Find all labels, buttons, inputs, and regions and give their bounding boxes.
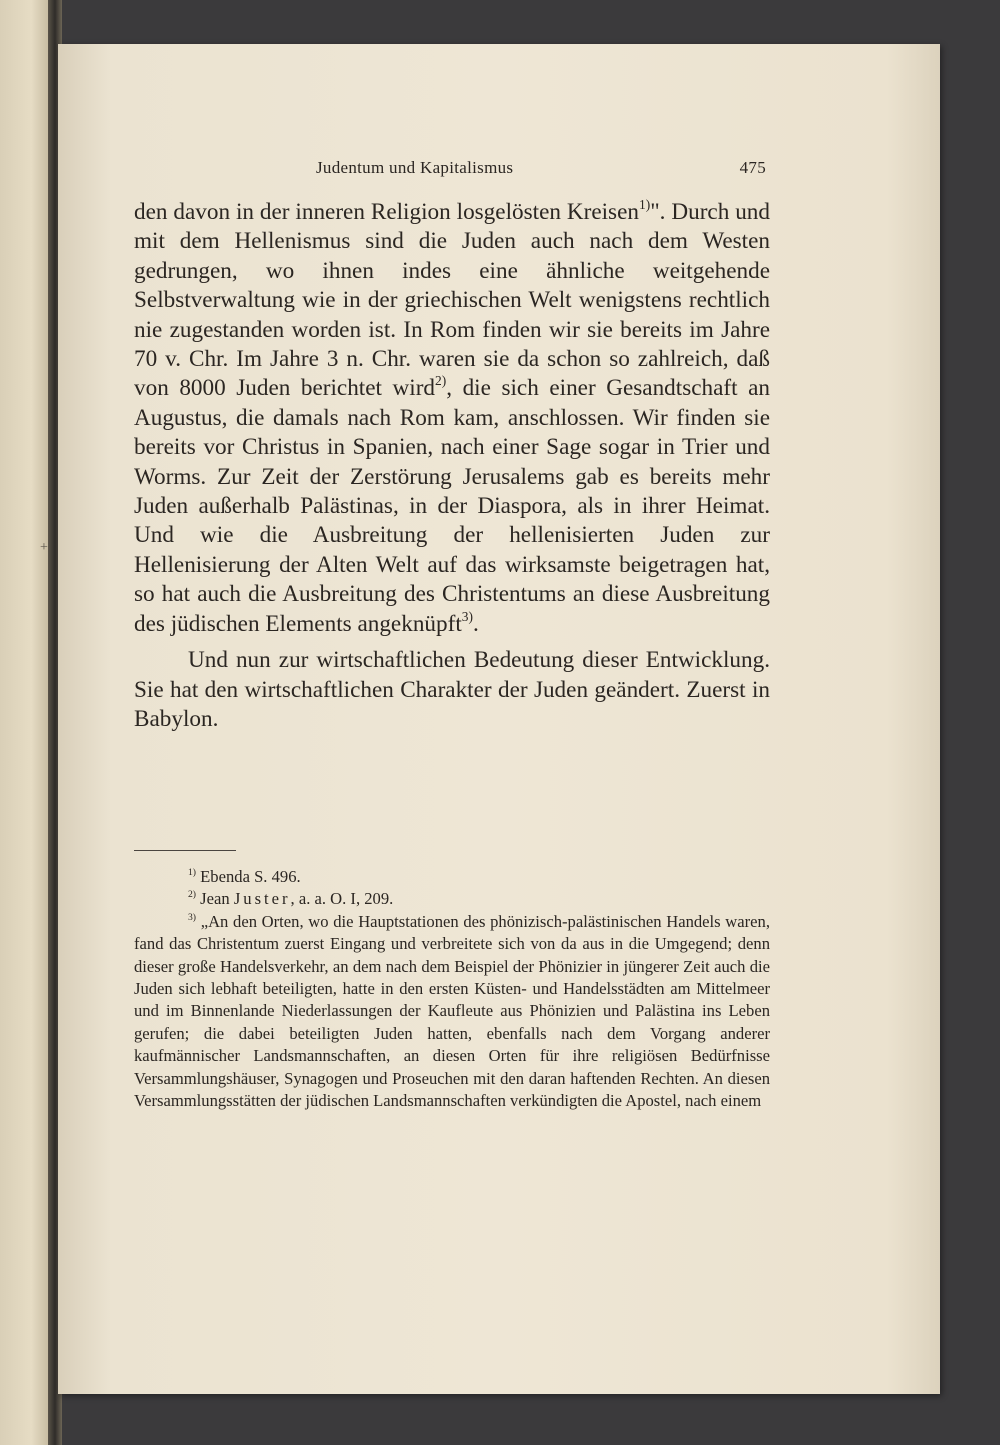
footnote-rule: [134, 850, 236, 851]
footnote-2-marker: 2): [188, 889, 197, 901]
footnote-1: [134, 866, 770, 888]
footnote-2-author: Juster: [233, 889, 291, 909]
running-header: [134, 158, 768, 182]
margin-mark: +: [40, 540, 48, 555]
paragraph-2: Und nun zur wirtschaftlichen Bedeutung dieser Entwicklung. Sie hat den wirtschaftlichen Charakter der Juden geändert. Zuerst in Babylon.: [134, 647, 770, 732]
paragraph-1-part-d: .: [472, 610, 479, 637]
main-text: [134, 198, 770, 734]
footnote-2-prefix: Jean: [200, 889, 234, 909]
facing-page-edge: [0, 0, 52, 1445]
paragraph-1-part-a: den davon in der inneren Religion losgelösten Kreisen: [134, 199, 639, 225]
footnote-ref-2: 2): [435, 373, 447, 389]
footnote-2: [134, 888, 770, 910]
footnote-3: [134, 911, 770, 1113]
page-number: 475: [739, 158, 766, 177]
paragraph-1: [134, 198, 770, 639]
footnote-1-marker: 1): [188, 866, 197, 878]
footnote-ref-3: 3): [461, 608, 473, 624]
footnote-3-text: „An den Orten, wo die Hauptstationen des phönizisch-palästinischen Handels waren, fand das Christentum zuerst Eingang und verbreitete sich von da aus in die Umgegend; denn dieser große Handelsverkehr, an dem nach dem Beispiel der Phönizier in jüngerer Zeit auch die Juden sich lebhaft beteiligten, hatte in den ersten Küsten- und Handelsstädten am Mittelmeer und im Binnenlande Niederlassungen der Kaufleute aus Phönizien und Palästina ins Leben gerufen; die dabei beteiligten Juden hatten, ebenfalls nach dem Vorgang anderer kaufmännischer Landsmannschaften, an diesen Orten für ihre religiösen Bedürfnisse Versammlungshäuser, Synagogen und Proseuchen mit den daran haftenden Rechten. An diesen Versammlungsstätten der jüdischen Landsmannschaften verkündigten die Apostel, nach einem: [134, 911, 770, 1111]
footnote-1-text: Ebenda S. 496.: [200, 867, 301, 886]
paragraph-1-part-c: , die sich einer Gesandtschaft an Augustus, die damals nach Rom kam, anschlossen. Wir finden sie bereits vor Christus in Spanien, nach einer Sage sogar in Trier und Worms. Zur Zeit der Zerstörung Jerusalems gab es bereits mehr Juden außerhalb Palästinas, in der Diaspora, als in ihrer Heimat. Und wie die Ausbreitung der hellenisierten Juden zur Hellenisierung der Alten Welt auf das wirksamste beigetragen hat, so hat auch die Ausbreitung des Christentums an diese Ausbreitung des jüdischen Elements angeknüpft: [134, 375, 770, 637]
running-title: Judentum und Kapitalismus: [316, 158, 514, 177]
footnote-ref-1: 1): [638, 196, 651, 212]
paragraph-1-part-b: ". Durch und mit dem Hellenismus sind die Juden auch nach dem Westen gedrungen, wo ihnen indes eine ähnliche weitgehende Selbstverwaltung wie in der griechischen Welt wenigstens rechtlich nie zugestanden worden ist. In Rom finden wir sie bereits im Jahre 70 v. Chr. Im Jahre 3 n. Chr. waren sie da schon so zahlreich, daß von 8000 Juden berichtet wird: [134, 199, 770, 402]
footnotes: [134, 866, 770, 1112]
footnote-3-marker: 3): [188, 911, 197, 923]
footnote-2-text: , a. a. O. I, 209.: [290, 889, 394, 909]
